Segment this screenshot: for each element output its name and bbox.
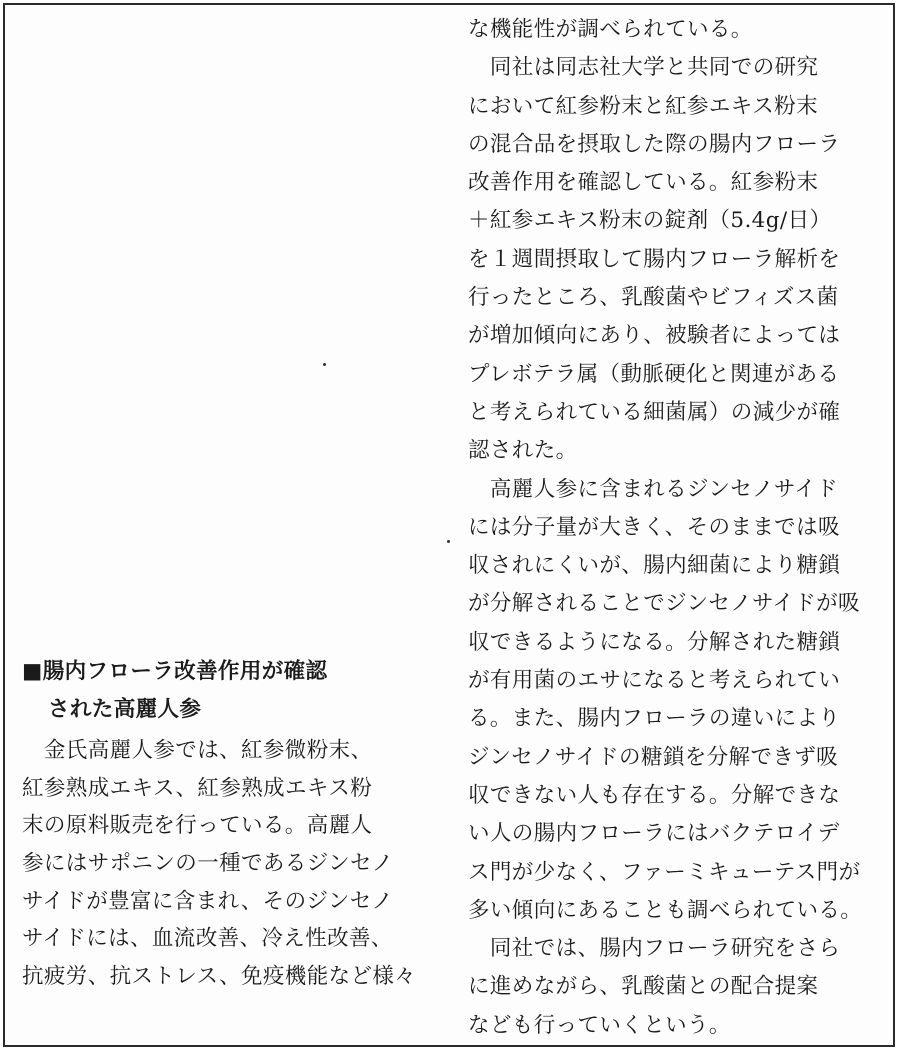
text-line: 認された。 xyxy=(468,438,578,464)
text-line: る。また、腸内フローラの違いにより xyxy=(468,706,841,732)
body-paragraph xyxy=(468,11,868,49)
text-line: 金氏高麗人参では、紅参微粉末、 xyxy=(22,738,373,764)
text-line: サイドが豊富に含まれ、そのジンセノ xyxy=(22,888,394,914)
text-line: が増加傾向にあり、被験者によっては xyxy=(468,323,841,349)
text-line: 同社では、腸内フローラ研究をさら xyxy=(468,936,841,962)
text-line: 収できるようになる。分解された糖鎖 xyxy=(468,629,841,655)
article-frame xyxy=(3,3,895,1047)
text-line: に進めながら、乳酸菌との配合提案 xyxy=(468,974,819,1000)
text-line: 参にはサポニンの一種であるジンセノ xyxy=(22,850,394,876)
text-line: において紅参粉末と紅参エキス粉末 xyxy=(468,93,818,119)
text-line: 高麗人参に含まれるジンセノサイド xyxy=(468,476,839,502)
text-line: サイドには、血流改善、冷え性改善、 xyxy=(22,926,393,952)
print-speck xyxy=(447,540,450,543)
text-line: ＋紅参エキス粉末の錠剤（5.4g/日） xyxy=(468,208,832,234)
text-line: が分解されることでジンセノサイドが吸 xyxy=(468,591,860,617)
text-line: 収できない人も存在する。分解できな xyxy=(468,782,841,808)
body-paragraph xyxy=(468,930,868,1045)
body-paragraph xyxy=(468,471,868,931)
heading-line: された高麗人参 xyxy=(48,696,202,722)
text-line: ジンセノサイドの糖鎖を分解できず吸 xyxy=(468,744,839,770)
text-line: 末の原料販売を行っている。高麗人 xyxy=(22,813,373,839)
text-line: なども行っていくという。 xyxy=(468,1012,731,1038)
text-line: 多い傾向にあることも調べられている。 xyxy=(468,897,863,923)
right-column xyxy=(468,11,868,1045)
text-line: の混合品を摂取した際の腸内フローラ xyxy=(468,131,841,157)
text-line: な機能性が調べられている。 xyxy=(468,17,753,42)
left-column xyxy=(22,653,427,995)
body-paragraph xyxy=(468,49,868,470)
section-heading xyxy=(22,653,427,728)
text-line: を１週間摂取して腸内フローラ解析を xyxy=(468,246,841,272)
text-line: プレボテラ属（動脈硬化と関連がある xyxy=(468,361,840,387)
body-paragraph xyxy=(22,732,427,995)
text-line: い人の腸内フローラにはバクテロイデ xyxy=(468,821,840,847)
text-line: 改善作用を確認している。紅参粉末 xyxy=(468,170,819,196)
text-line: 紅参熟成エキス、紅参熟成エキス粉 xyxy=(22,775,373,801)
text-line: ス門が少なく、ファーミキューテス門が xyxy=(468,859,861,885)
print-speck xyxy=(323,363,326,366)
text-line: には分子量が大きく、そのままでは吸 xyxy=(468,514,840,540)
text-line: と考えられている細菌属）の減少が確 xyxy=(468,399,841,425)
text-line: 抗疲労、抗ストレス、免疫機能など様々 xyxy=(22,963,417,989)
text-line: が有用菌のエサになると考えられてい xyxy=(468,668,841,694)
text-line: 収されにくいが、腸内細菌により糖鎖 xyxy=(468,553,841,579)
text-line: 同社は同志社大学と共同での研究 xyxy=(468,55,819,81)
text-line: 行ったところ、乳酸菌やビフィズス菌 xyxy=(468,285,839,311)
heading-line: ■腸内フローラ改善作用が確認 xyxy=(22,659,328,684)
